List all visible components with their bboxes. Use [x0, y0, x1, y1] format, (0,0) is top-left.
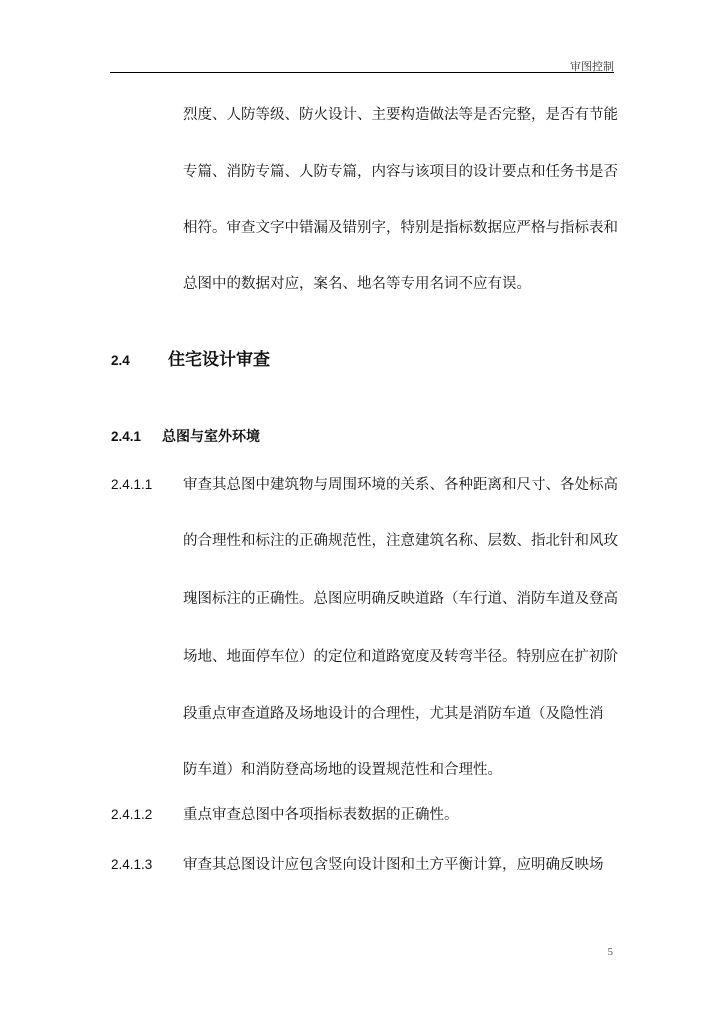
page-number: 5 [607, 946, 613, 958]
paragraph-line: 相符。审查文字中错漏及错别字，特别是指标数据应严格与指标表和 [183, 220, 618, 236]
paragraph-line: 的合理性和标注的正确规范性，注意建筑名称、层数、指北针和风玫 [183, 533, 618, 549]
paragraph-line: 总图中的数据对应，案名、地名等专用名词不应有误。 [183, 276, 531, 292]
item-number: 2.4.1.1 [111, 477, 153, 492]
paragraph-line: 防车道）和消防登高场地的设置规范性和合理性。 [183, 762, 502, 778]
paragraph-line: 烈度、人防等级、防火设计、主要构造做法等是否完整，是否有节能 [183, 107, 618, 123]
paragraph-line: 专篇、消防专篇、人防专篇，内容与该项目的设计要点和任务书是否 [183, 164, 618, 180]
item-number: 2.4.1.3 [111, 857, 153, 872]
paragraph-line: 瑰图标注的正确性。总图应明确反映道路（车行道、消防车道及登高 [183, 591, 618, 607]
paragraph-line: 场地、地面停车位）的定位和道路宽度及转弯半径。特别应在扩初阶 [183, 649, 618, 665]
subsection-number: 2.4.1 [111, 429, 142, 444]
header-title: 审图控制 [570, 60, 614, 73]
section-title: 住宅设计审查 [168, 350, 270, 370]
paragraph-line: 审查其总图中建筑物与周围环境的关系、各种距离和尺寸、各处标高 [183, 477, 618, 493]
header-rule [110, 72, 614, 73]
paragraph-line: 段重点审查道路及场地设计的合理性，尤其是消防车道（及隐性消 [183, 706, 604, 722]
subsection-title: 总图与室外环境 [162, 429, 260, 445]
section-number: 2.4 [111, 353, 130, 368]
paragraph-line: 重点审查总图中各项指标表数据的正确性。 [183, 807, 459, 823]
item-number: 2.4.1.2 [111, 807, 153, 822]
paragraph-line: 审查其总图设计应包含竖向设计图和土方平衡计算，应明确反映场 [183, 857, 604, 873]
